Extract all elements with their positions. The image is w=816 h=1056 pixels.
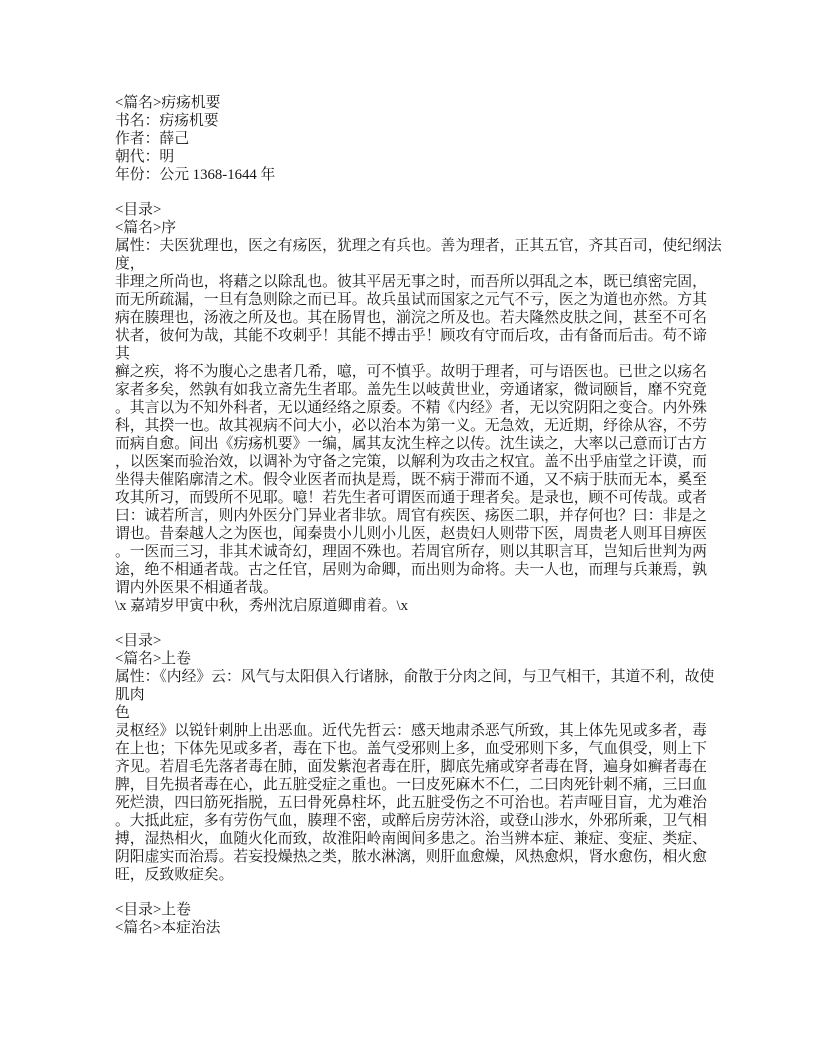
text-line: 而病自愈。间出《疠疡机要》一编，属其友沈生梓之以传。沈生读之，大率以己意而订古方 bbox=[115, 436, 707, 452]
text-line: 曰：诚若所言，则内外医分门异业者非欤。周官有疾医、疡医二职，并存何也？曰：非是之 bbox=[115, 508, 707, 524]
text-line: 属性：《内经》云：风气与太阳俱入行诸脉，俞散于分肉之间，与卫气相干，其道不利，故使 bbox=[115, 669, 715, 685]
text-line: <篇名>疠疡机要 bbox=[115, 95, 221, 111]
text-line: 科，其揆一也。故其视病不问大小，必以治本为第一义。无急效，无近期，纾徐从容，不劳 bbox=[115, 418, 707, 434]
text-line: 攻其所习，而毁所不见耶。噫！若先生者可谓医而通于理者矣。是录也，顾不可传哉。或者 bbox=[115, 490, 707, 506]
text-line: 病在腠理也，汤液之所及也。其在肠胃也，湔浣之所及也。若夫隆然皮肤之间，甚至不可名 bbox=[115, 310, 707, 326]
text-line: 其 bbox=[115, 346, 130, 362]
text-line: <篇名>序 bbox=[115, 220, 177, 236]
text-line: 灵枢经》以锐针刺肿上出恶血。近代先哲云：感天地肃杀恶气所致，其上体先见或多者，毒 bbox=[115, 723, 707, 739]
text-line: 途，绝不相通者哉。古之任官，居则为命卿，而出则为命将。夫一人也，而理与兵兼焉，孰 bbox=[115, 562, 707, 578]
text-line: ，以医案而验治效，以调补为守备之完策，以解利为攻击之权宜。盖不出乎庙堂之讦谟，而 bbox=[115, 454, 707, 470]
text-line: <目录> bbox=[115, 633, 162, 649]
text-line: 旺，反致败症矣。 bbox=[115, 867, 234, 883]
text-line: 齐见。若眉毛先落者毒在肺，面发紫泡者毒在肝，脚底先痛或穿者毒在肾，遍身如癣者毒在 bbox=[115, 759, 707, 775]
text-line: 而无所疏漏，一旦有急则除之而已耳。故兵虽试而国家之元气不亏，医之为道也亦然。方其 bbox=[115, 292, 707, 308]
text-line: 癣之疾，将不为腹心之患者几希，噫，可不慎乎。故明于理者，可与语医也。已世之以疡名 bbox=[115, 364, 707, 380]
text-line: \x 嘉靖岁甲寅中秋，秀州沈启原道卿甫着。\x bbox=[115, 598, 409, 614]
text-line: 坐得夫催陷廓清之术。假令业医者而执是焉，既不病于滞而不通，又不病于肤而无本，奚至 bbox=[115, 472, 707, 488]
text-line: 作者：薛己 bbox=[115, 131, 189, 147]
text-line: 年份：公元 1368-1644 年 bbox=[115, 167, 276, 183]
text-line: 搏，湿热相火，血随火化而致，故淮阳岭南闽间多患之。治当辨本症、兼症、变症、类症、 bbox=[115, 831, 707, 847]
text-line: 朝代：明 bbox=[115, 149, 175, 165]
text-line: 书名：疠疡机要 bbox=[115, 113, 219, 129]
text-line: 谓内外医果不相通者哉。 bbox=[115, 580, 278, 596]
blank-line bbox=[115, 615, 775, 632]
text-line: 在上也；下体先见或多者，毒在下也。盖气受邪则上多，血受邪则下多，气血俱受，则上下 bbox=[115, 741, 707, 757]
text-line: 。其言以为不知外科者，无以通经络之原委。不精《内经》者，无以究阴阳之变合。内外殊 bbox=[115, 400, 707, 416]
text-line: 家者多矣，然孰有如我立斋先生者耶。盖先生以岐黄世业，旁通诸家，微词颐旨，靡不究竟 bbox=[115, 382, 707, 398]
blank-line bbox=[115, 184, 775, 201]
text-line: 属性：夫医犹理也，医之有疡医，犹理之有兵也。善为理者，正其五官，齐其百司，使纪纲法 bbox=[115, 238, 722, 254]
text-line: <篇名>本症治法 bbox=[115, 920, 221, 936]
text-line: 肌肉 bbox=[115, 687, 145, 703]
text-line: 度， bbox=[115, 256, 145, 272]
text-line: 。大抵此症，多有劳伤气血，腠理不密，或醉后房劳沐浴，或登山涉水，外邪所乘，卫气相 bbox=[115, 813, 707, 829]
text-line: <目录>上卷 bbox=[115, 902, 191, 918]
text-line: 脾，目先损者毒在心，此五脏受症之重也。一曰皮死麻木不仁，二曰肉死针刺不痛，三曰血 bbox=[115, 777, 707, 793]
text-line: 色 bbox=[115, 705, 130, 721]
document-text-body bbox=[115, 94, 775, 937]
text-line: 非理之所尚也，将藉之以除乱也。彼其平居无事之时，而吾所以弭乱之本，既已缜密完固， bbox=[115, 274, 707, 290]
text-line: 阴阳虚实而治焉。若妄投燥热之类，脓水淋漓，则肝血愈燥，风热愈炽，肾水愈伤，相火愈 bbox=[115, 849, 707, 865]
text-line: 谓也。昔秦越人之为医也，闻秦贵小儿则小儿医，赵贵妇人则带下医，周贵老人则耳目痹医 bbox=[115, 526, 707, 542]
text-line: <目录> bbox=[115, 202, 162, 218]
text-line: <篇名>上卷 bbox=[115, 651, 191, 667]
blank-line bbox=[115, 884, 775, 901]
text-line: 。一医而三习，非其术诚奇幻，理固不殊也。若周官所存，则以其职言耳，岂知后世判为两 bbox=[115, 544, 707, 560]
text-line: 状者，彼何为哉，其能不攻刺乎！其能不搏击乎！顾攻有守而后攻，击有备而后击。苟不谛 bbox=[115, 328, 707, 344]
text-line: 死烂溃，四曰筋死指脱，五曰骨死鼻柱坏，此五脏受伤之不可治也。若声哑目盲，尤为难治 bbox=[115, 795, 707, 811]
